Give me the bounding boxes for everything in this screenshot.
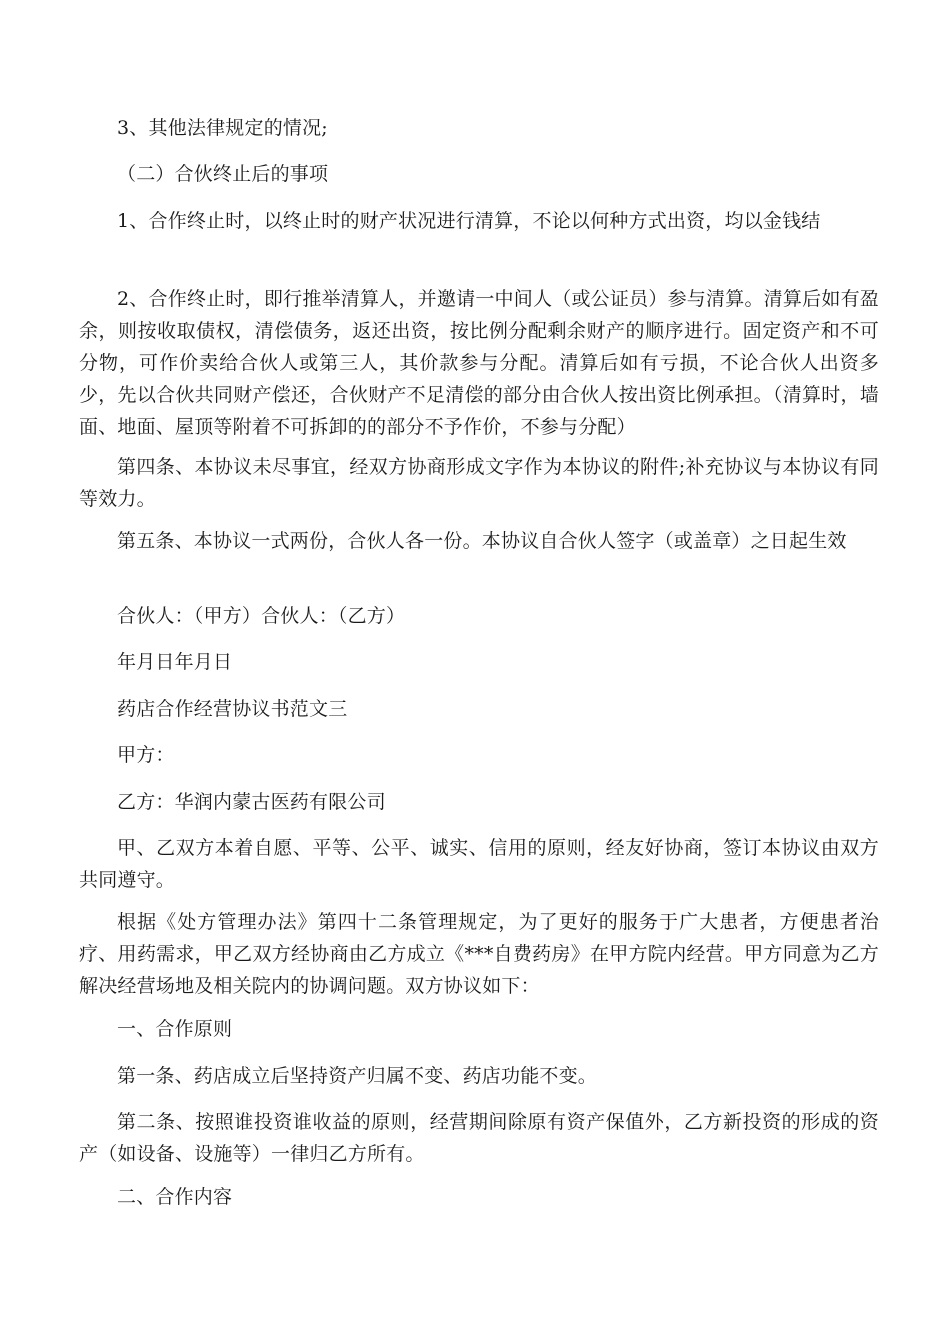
paragraph-termination-settlement: 1、合作终止时，以终止时的财产状况进行清算，不论以何种方式出资，均以金钱结	[117, 210, 821, 232]
paragraph-article-four: 第四条、本协议未尽事宜，经双方协商形成文字作为本协议的附件;补充协议与本协议有同等效力。	[79, 456, 879, 510]
paragraph-article-one: 第一条、药店成立后坚持资产归属不变、药店功能不变。	[117, 1065, 598, 1087]
signature-dates: 年月日年月日	[117, 651, 233, 673]
party-a: 甲方：	[117, 744, 175, 766]
paragraph-article-five: 第五条、本协议一式两份，合伙人各一份。本协议自合伙人签字（或盖章）之日起生效	[117, 530, 847, 552]
heading-after-termination: （二）合伙终止后的事项	[117, 163, 329, 185]
paragraph-liquidation: 2、合作终止时，即行推举清算人，并邀请一中间人（或公证员）参与清算。清算后如有盈余，则按收取债权，清偿债务，返还出资，按比例分配剩余财产的顺序进行。固定资产和不可分物，可作价卖给合伙人或第三人，其价款参与分配。清算后如有亏损，不论合伙人出资多少，先以合伙共同财产偿还，合伙财产不足清偿的部分由合伙人按出资比例承担。（清算时，墙面、地面、屋顶等附着不可拆卸的的部分不予作价，不参与分配）	[79, 288, 879, 438]
paragraph-legal-basis: 根据《处方管理办法》第四十二条管理规定，为了更好的服务于广大患者，方便患者治疗、用药需求，甲乙双方经协商由乙方成立《***自费药房》在甲方院内经营。甲方同意为乙方解决经营场地及相关院内的协调问题。双方协议如下：	[79, 911, 879, 997]
signature-partners: 合伙人：（甲方）合伙人：（乙方）	[117, 605, 406, 627]
paragraph-article-two: 第二条、按照谁投资谁收益的原则，经营期间除原有资产保值外，乙方新投资的形成的资产（如设备、设施等）一律归乙方所有。	[79, 1111, 879, 1165]
heading-cooperation-content: 二、合作内容	[117, 1186, 233, 1208]
heading-cooperation-principles: 一、合作原则	[117, 1018, 233, 1040]
paragraph-principles-intro: 甲、乙双方本着自愿、平等、公平、诚实、信用的原则，经友好协商，签订本协议由双方共同遵守。	[79, 837, 879, 891]
party-b: 乙方：华润内蒙古医药有限公司	[117, 791, 386, 813]
paragraph-other-legal-cases: 3、其他法律规定的情况;	[117, 117, 328, 139]
document-title: 药店合作经营协议书范文三	[117, 698, 348, 720]
